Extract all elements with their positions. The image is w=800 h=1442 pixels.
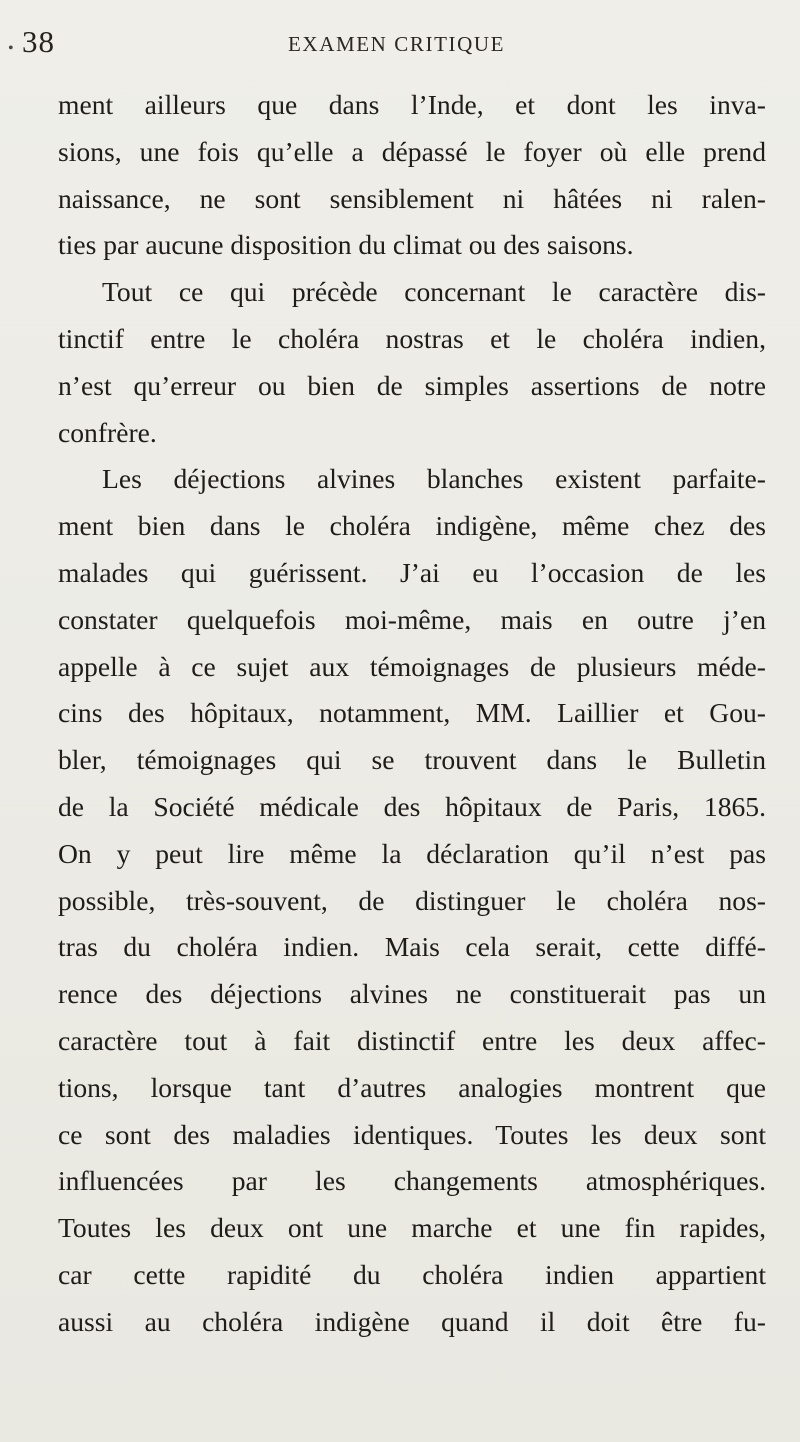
text-line: ment bien dans le choléra indigène, même chez des (58, 510, 766, 542)
text-line: naissance, ne sont sensiblement ni hâtées ni ralen- (58, 182, 766, 214)
text-line: confrère. (58, 416, 157, 448)
text-line: malades qui guérissent. J’ai eu l’occasion de les (58, 556, 766, 588)
text-line: tras du choléra indien. Mais cela serait, cette diffé- (58, 931, 766, 963)
page-number: 38 (22, 24, 55, 59)
text-line: possible, très-souvent, de distinguer le choléra nos- (58, 884, 766, 916)
text-line: influencées par les changements atmosphériques. (58, 1165, 766, 1197)
text-line: de la Société médicale des hôpitaux de Paris, 1865. (58, 790, 766, 822)
text-line: Toutes les deux ont une marche et une fin rapides, (58, 1212, 766, 1244)
text-line: constater quelquefois moi-même, mais en outre j’en (58, 603, 766, 635)
text-line: appelle à ce sujet aux témoignages de plusieurs méde- (58, 650, 766, 682)
text-line: aussi au choléra indigène quand il doit être fu- (58, 1305, 766, 1337)
text-line: On y peut lire même la déclaration qu’il n’est pas (58, 837, 766, 869)
page-header (0, 20, 800, 64)
text-line: cins des hôpitaux, notamment, MM. Laillier et Gou- (58, 697, 766, 729)
text-line: ce sont des maladies identiques. Toutes les deux sont (58, 1118, 766, 1150)
text-line: car cette rapidité du choléra indien appartient (58, 1258, 766, 1290)
running-head: EXAMEN CRITIQUE (288, 32, 506, 56)
text-line: n’est qu’erreur ou bien de simples assertions de notre (58, 369, 766, 401)
text-line: caractère tout à fait distinctif entre les deux affec- (58, 1024, 766, 1056)
text-line: Les déjections alvines blanches existent parfaite- (102, 463, 766, 495)
text-line: rence des déjections alvines ne constituerait pas un (58, 978, 766, 1010)
text-line: tions, lorsque tant d’autres analogies montrent que (58, 1071, 766, 1103)
text-line: tinctif entre le choléra nostras et le choléra indien, (58, 322, 766, 354)
text-line: ties par aucune disposition du climat ou des saisons. (58, 229, 634, 261)
text-line: ment ailleurs que dans l’Inde, et dont les inva- (58, 89, 766, 120)
text-line: sions, une fois qu’elle a dépassé le foyer où elle prend (58, 135, 766, 167)
text-line: bler, témoignages qui se trouvent dans le Bulletin (58, 744, 766, 776)
margin-mark: • (8, 40, 14, 57)
text-line: Tout ce qui précède concernant le caractère dis- (102, 276, 766, 308)
body-text (58, 82, 766, 1346)
